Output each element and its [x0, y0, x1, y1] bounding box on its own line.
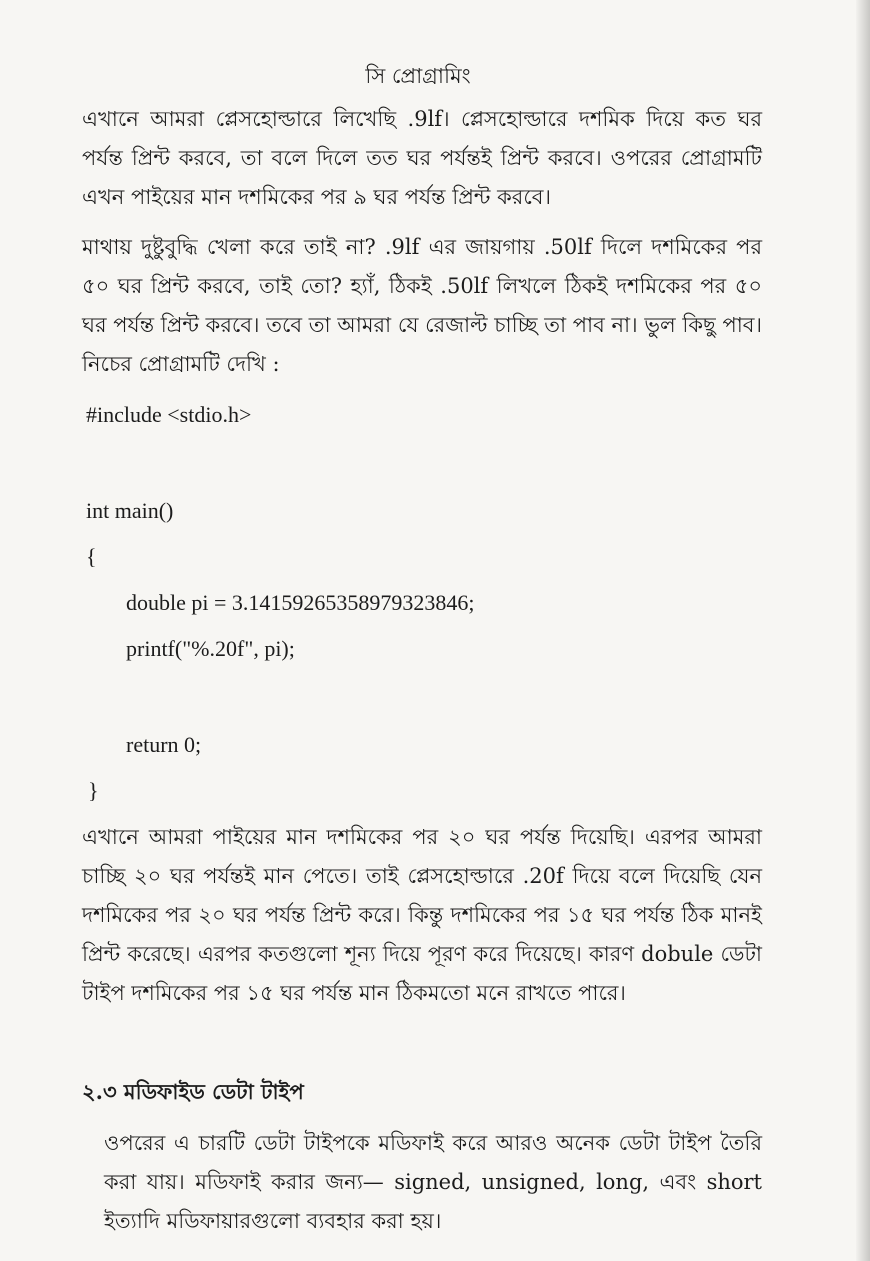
section-heading: ২.৩ মডিফাইড ডেটা টাইপ [82, 1079, 304, 1104]
running-head: সি প্রোগ্রামিং [365, 64, 471, 88]
code-line-open-brace: { [86, 544, 97, 569]
paragraph-modifiers: ওপরের এ চারটি ডেটা টাইপকে মডিফাই করে আরও অনেক ডেটা টাইপ তৈরি করা যায়। মডিফাই করার জন্য— signed, unsigned, long, এবং short ইত্যাদি মডিফায়ারগুলো ব্যবহার করা হয়। [104, 1131, 762, 1233]
code-line-return: return 0; [126, 732, 202, 757]
code-line-double-pi: double pi = 3.14159265358979323846; [126, 590, 475, 615]
paragraph-twenty-digits: এখানে আমরা পাইয়ের মান দশমিকের পর ২০ ঘর পর্যন্ত দিয়েছি। এরপর আমরা চাচ্ছি ২০ ঘর পর্যন্তই মান পেতে। তাই প্লেসহোল্ডারে .20f দিয়ে বলে দিয়েছি যেন দশমিকের পর ২০ ঘর পর্যন্ত প্রিন্ট করে। কিন্তু দশমিকের পর ১৫ ঘর পর্যন্ত ঠিক মানই প্রিন্ট করেছে। এরপর কতগুলো শূন্য দিয়ে পূরণ করে দিয়েছে। কারণ dobule ডেটা টাইপ দশমিকের পর ১৫ ঘর পর্যন্ত মান ঠিকমতো মনে রাখতে পারে। [82, 825, 762, 1005]
code-line-main: int main() [86, 498, 174, 523]
paragraph-placeholder-precision: এখানে আমরা প্লেসহোল্ডারে লিখেছি .9lf। প্লেসহোল্ডারে দশমিক দিয়ে কত ঘর পর্যন্ত প্রিন্ট করবে, তা বলে দিলে তত ঘর পর্যন্তই প্রিন্ট করবে। ওপরের প্রোগ্রামটি এখন পাইয়ের মান দশমিকের পর ৯ ঘর পর্যন্ত প্রিন্ট করবে। [82, 107, 762, 209]
paragraph-fifty-digits: মাথায় দুষ্টুবুদ্ধি খেলা করে তাই না? .9lf এর জায়গায় .50lf দিলে দশমিকের পর ৫০ ঘর প্রিন্ট করবে, তাই তো? হ্যাঁ, ঠিকই .50lf লিখলে ঠিকই দশমিকের পর ৫০ ঘর পর্যন্ত প্রিন্ট করবে। তবে তা আমরা যে রেজাল্ট চাচ্ছি তা পাব না। ভুল কিছু পাব। নিচের প্রোগ্রামটি দেখি : [82, 235, 762, 376]
page-gutter-shadow [856, 0, 870, 1261]
code-line-close-brace: } [88, 778, 99, 803]
code-line-include: #include <stdio.h> [86, 402, 252, 427]
code-line-printf: printf("%.20f", pi); [126, 636, 295, 661]
